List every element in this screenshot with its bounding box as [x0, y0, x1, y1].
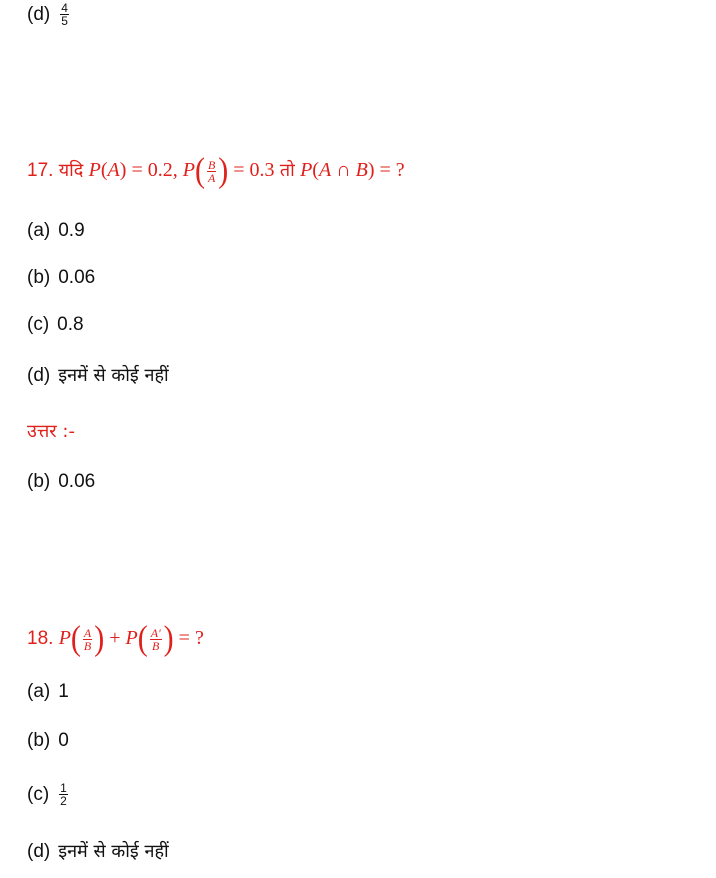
fraction-denominator: 2: [60, 794, 67, 808]
question-18-formula: [58, 619, 204, 658]
option-text: 0.06: [58, 267, 96, 288]
fraction-denominator: A: [207, 170, 216, 185]
option-label: (d): [27, 3, 51, 25]
prev-option-d: [27, 2, 71, 27]
math-a: A: [107, 159, 120, 181]
option-label: (a): [27, 681, 51, 702]
question-17-formula: P(A) = 0.2, P( $\frac{B}{A}$ ) = 0.3: [88, 151, 275, 190]
option-label: (b): [27, 267, 51, 288]
fraction: [59, 782, 68, 807]
option-label: (b): [27, 730, 51, 751]
option-text: 0: [58, 730, 69, 751]
q17-option-b: [27, 266, 95, 290]
paren-close: ): [94, 619, 105, 658]
fraction-denominator: B: [83, 638, 92, 653]
option-text: इनमें से कोई नहीं: [58, 365, 169, 386]
fraction-denominator: B: [152, 638, 160, 653]
option-text: 0.8: [57, 314, 84, 335]
math-equals: = 0.2,: [131, 159, 178, 181]
question-number: 17.: [27, 160, 54, 181]
option-label: (c): [27, 783, 50, 805]
option-label: (c): [27, 314, 50, 335]
option-label: (a): [27, 220, 51, 241]
fraction-numerator: 4: [61, 1, 68, 15]
option-text: 1: [58, 681, 69, 702]
q17-option-d: [27, 364, 169, 388]
question-17-result: P(A ∩ B) = ?: [300, 159, 405, 181]
math-p: P: [58, 627, 71, 649]
q18-option-d: [27, 840, 169, 864]
option-text: 0.9: [58, 220, 85, 241]
fraction: [60, 2, 69, 27]
paren-close: ): [163, 619, 174, 658]
fraction-numerator: B: [207, 157, 216, 172]
math-p: P: [182, 159, 195, 181]
math-plus: +: [109, 627, 121, 649]
question-17: [27, 151, 405, 190]
option-label: (d): [27, 841, 51, 862]
answer-heading-text: उत्तर :-: [27, 421, 75, 442]
question-text-if: यदि: [58, 160, 84, 181]
q17-answer: [27, 470, 95, 494]
answer-heading: [27, 420, 75, 444]
option-text: 0.06: [58, 471, 96, 492]
math-equals: = ?: [178, 627, 204, 649]
fraction-numerator: A': [150, 625, 161, 640]
math-p: P: [125, 627, 138, 649]
q17-option-c: [27, 313, 84, 337]
q18-option-b: [27, 729, 69, 753]
fraction-numerator: A: [83, 625, 92, 640]
paren-close: ): [218, 151, 229, 190]
paren-open: (: [137, 619, 148, 658]
fraction: [207, 159, 216, 184]
fraction: [83, 627, 92, 652]
fraction-numerator: 1: [60, 781, 67, 795]
q18-option-c: [27, 782, 70, 807]
option-label: (d): [27, 365, 51, 386]
math-equals: = ?: [379, 159, 405, 181]
fraction-denominator: 5: [61, 14, 68, 28]
math-equals: = 0.3: [233, 159, 275, 181]
q18-option-a: [27, 680, 69, 704]
math-p: P: [300, 159, 313, 181]
question-18: [27, 619, 204, 658]
math-a: A: [318, 159, 332, 181]
paren-open: (: [70, 619, 81, 658]
question-number: 18.: [27, 628, 54, 649]
math-intersection: ∩: [336, 159, 351, 181]
option-label: (b): [27, 471, 51, 492]
paren-open: (: [194, 151, 205, 190]
math-p: P: [88, 159, 101, 181]
q17-option-a: [27, 219, 85, 243]
fraction: [150, 627, 162, 652]
option-text: इनमें से कोई नहीं: [58, 841, 169, 862]
math-b: B: [355, 159, 368, 181]
question-text-then: तो: [279, 160, 295, 181]
